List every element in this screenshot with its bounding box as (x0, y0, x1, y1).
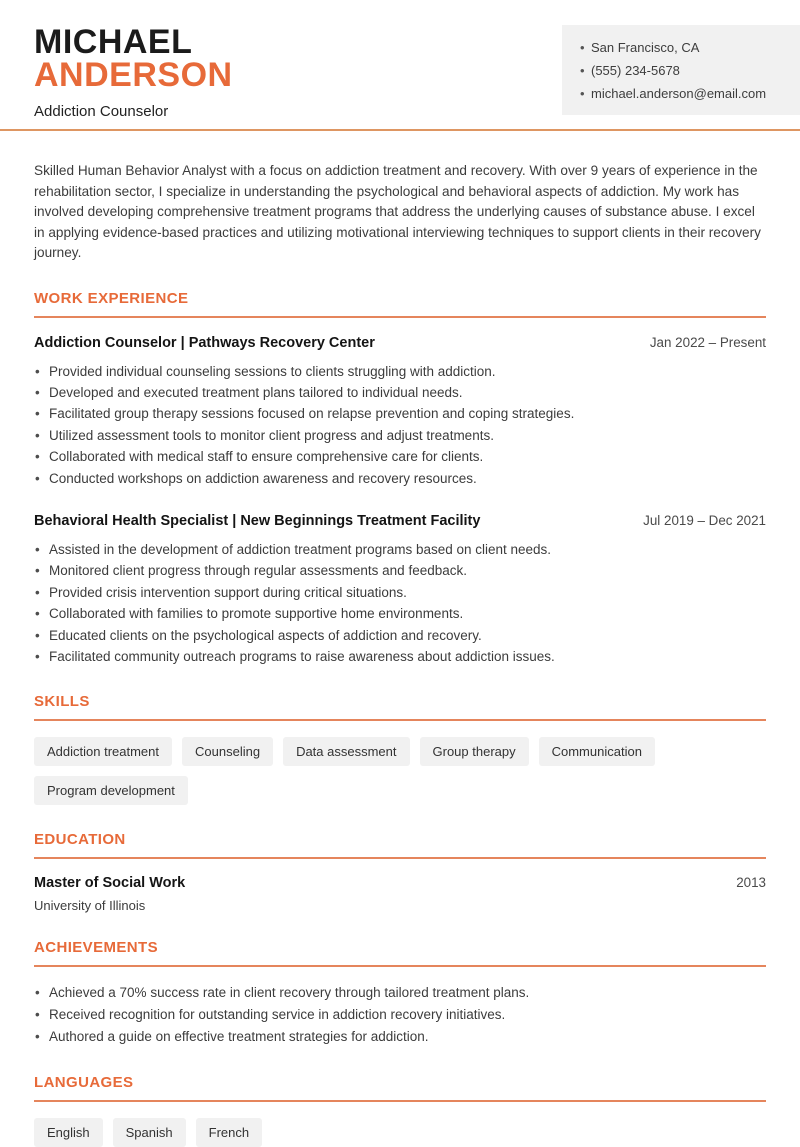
first-name: MICHAEL (34, 23, 193, 61)
last-name: ANDERSON (34, 56, 233, 94)
section-divider (34, 857, 766, 859)
achievements-heading: ACHIEVEMENTS (34, 939, 158, 957)
resume-body (0, 161, 800, 1147)
contact-box (562, 25, 800, 115)
job-bullet: • Collaborated with medical staff to ensure comprehensive care for clients. (34, 446, 766, 467)
skill-tag: Group therapy (420, 737, 529, 766)
section-languages (34, 1074, 766, 1147)
job-bullet: • Provided individual counseling sessions to clients struggling with addiction. (34, 361, 766, 382)
job-header (34, 335, 766, 351)
name-block (34, 23, 233, 120)
candidate-name (34, 23, 233, 94)
job-dates: Jan 2022 – Present (649, 334, 766, 350)
education-year: 2013 (736, 875, 766, 891)
job-dates: Jul 2019 – Dec 2021 (643, 512, 766, 528)
languages-tag-row (34, 1118, 766, 1147)
achievement-bullet: • Achieved a 70% success rate in client recovery through tailored treatment plans. (34, 982, 766, 1004)
language-tag: French (196, 1118, 262, 1147)
section-divider (34, 1100, 766, 1102)
job-bullet: • Facilitated community outreach programs to raise awareness about addiction issues. (34, 646, 766, 667)
section-divider (34, 719, 766, 721)
languages-heading: LANGUAGES (34, 1074, 134, 1092)
education-degree: Master of Social Work (34, 875, 186, 892)
job-bullet: • Educated clients on the psychological aspects of addiction and recovery. (34, 625, 766, 646)
job-bullet: • Monitored client progress through regular assessments and feedback. (34, 560, 766, 581)
skill-tag: Communication (539, 737, 655, 766)
language-tag: English (34, 1118, 103, 1147)
job-bullet: • Collaborated with families to promote supportive home environments. (34, 603, 766, 624)
job-header (34, 513, 766, 529)
resume-header (0, 0, 800, 131)
bullet-icon: • (580, 85, 585, 101)
skill-tag: Program development (34, 776, 188, 805)
job-title: Behavioral Health Specialist | New Beginnings Treatment Facility (34, 512, 481, 529)
section-education (34, 831, 766, 913)
job-title: Addiction Counselor | Pathways Recovery Center (34, 334, 375, 351)
skills-tag-row (34, 737, 766, 805)
bullet-icon: • (580, 39, 585, 55)
achievement-bullet: • Received recognition for outstanding service in addiction recovery initiatives. (34, 1004, 766, 1026)
job-entry (34, 513, 766, 667)
education-entry-header (34, 875, 766, 891)
skill-tag: Data assessment (283, 737, 409, 766)
section-divider (34, 965, 766, 967)
summary-paragraph: Skilled Human Behavior Analyst with a focus on addiction treatment and recovery. With over 9 years of experience in the rehabilitation sector, I specialize in understanding the psychological and behavioral aspects of addiction. My work has involved developing comprehensive treatment programs that address the underlying causes of substance abuse. I excel in applying evidence-based practices and utilizing motivational interviewing techniques to support clients in their recovery journey. (34, 163, 761, 260)
job-bullet: • Assisted in the development of addiction treatment programs based on client needs. (34, 539, 766, 560)
job-bullet-list (34, 361, 766, 489)
section-skills (34, 693, 766, 805)
contact-phone-text: (555) 234-5678 (591, 62, 680, 78)
education-heading: EDUCATION (34, 831, 126, 849)
section-achievements (34, 939, 766, 1048)
achievements-bullet-list (34, 982, 766, 1048)
contact-location-text: San Francisco, CA (591, 39, 700, 55)
job-bullet: • Utilized assessment tools to monitor client progress and adjust treatments. (34, 425, 766, 446)
skill-tag: Addiction treatment (34, 737, 172, 766)
job-bullet: • Facilitated group therapy sessions focused on relapse prevention and coping strategies. (34, 403, 766, 424)
job-bullet: • Provided crisis intervention support during critical situations. (34, 582, 766, 603)
language-tag: Spanish (113, 1118, 186, 1147)
job-bullet: • Developed and executed treatment plans tailored to individual needs. (34, 382, 766, 403)
skill-tag: Counseling (182, 737, 273, 766)
achievement-bullet: • Authored a guide on effective treatment strategies for addiction. (34, 1026, 766, 1048)
job-entry (34, 335, 766, 489)
section-divider (34, 316, 766, 318)
candidate-job-title: Addiction Counselor (34, 103, 169, 120)
contact-location (580, 36, 792, 59)
skills-heading: SKILLS (34, 693, 90, 711)
contact-email (580, 82, 792, 105)
contact-phone (580, 59, 792, 82)
job-bullet: • Conducted workshops on addiction awareness and recovery resources. (34, 468, 766, 489)
contact-email-text: michael.anderson@email.com (591, 85, 767, 101)
job-bullet-list (34, 539, 766, 667)
work-experience-heading: WORK EXPERIENCE (34, 289, 189, 307)
bullet-icon: • (580, 62, 585, 78)
section-work-experience (34, 290, 766, 668)
education-school: University of Illinois (34, 898, 146, 914)
